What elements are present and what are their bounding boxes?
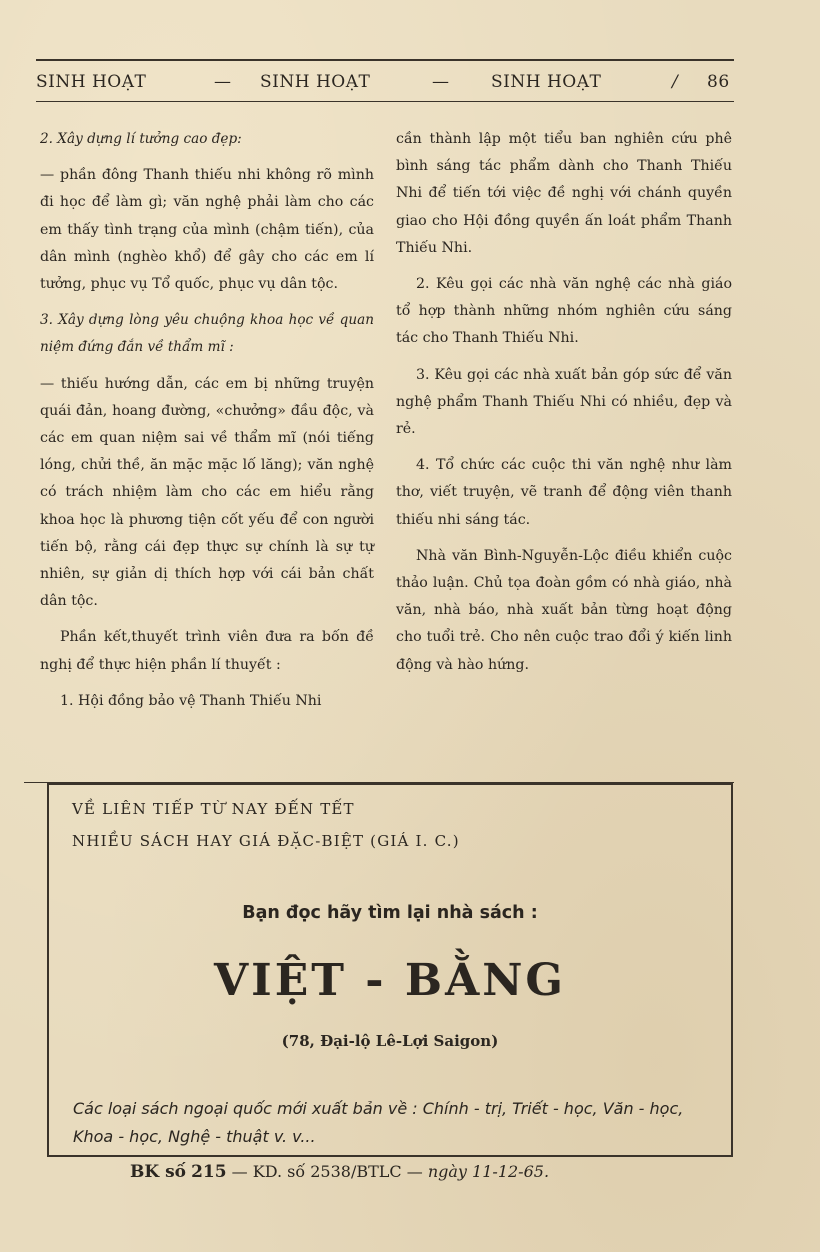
header-bottom-rule	[36, 101, 734, 102]
footer-bk-label: BK số	[130, 1162, 186, 1182]
left-column	[40, 126, 374, 724]
ad-address: (78, Đại-lộ Lê-Lợi Saigon)	[281, 1032, 499, 1050]
header-title-middle: SINH HOẠT	[260, 72, 371, 92]
section-heading-3: 3. Xây dựng lòng yêu chuộng khoa học về quan niệm đứng đắn về thẩm mĩ :	[40, 312, 374, 356]
paragraph: Phần kết,thuyết trình viên đưa ra bốn đề nghị để thực hiện phần lí thuyết :	[40, 629, 374, 673]
footer-kd-number: số 2538/BTLC	[287, 1162, 402, 1181]
header-slash: /	[672, 72, 679, 92]
header-dash-2: —	[432, 72, 450, 92]
header-top-rule	[36, 59, 734, 61]
ad-brand-name: VIỆT - BẰNG	[213, 955, 567, 1006]
footer-sep-2: —	[406, 1162, 423, 1181]
paragraph: cần thành lập một tiểu ban nghiên cứu phê bình sáng tác phẩm dành cho Thanh Thiếu Nhi để tiến tới việc đề nghị với chánh quyền giao cho Hội đồng quyền ấn loát phẩm Thanh Thiếu Nhi.	[396, 131, 732, 256]
header-dash-1: —	[214, 72, 232, 92]
ad-lead: Bạn đọc hãy tìm lại nhà sách :	[242, 903, 538, 923]
proposal-item-1: 1. Hội đồng bảo vệ Thanh Thiếu Nhi	[60, 692, 322, 709]
footer-kd-label: KD.	[252, 1162, 283, 1181]
ad-line-1: VỀ LIÊN TIẾP TỪ NAY ĐẾN TẾT	[72, 800, 355, 818]
publication-footer	[130, 1162, 730, 1182]
header-title-left: SINH HOẠT	[36, 72, 147, 92]
running-header	[36, 66, 734, 96]
page-number: 86	[707, 72, 730, 92]
ad-categories: Các loại sách ngoại quốc mới xuất bản về : Chính - trị, Triết - học, Văn - học, Khoa - học, Nghệ - thuật v. v...	[73, 1099, 684, 1146]
footer-bk-number: 215	[191, 1162, 227, 1182]
paragraph: — thiếu hướng dẫn, các em bị những truyện quái đản, hoang đường, «chưởng» đầu độc, và các em quan niệm sai về thẩm mĩ (nói tiếng lóng, chửi thề, ăn mặc mặc lố lăng); văn nghệ có trách nhiệm làm cho các em hiểu rằng khoa học là phương tiện cốt yếu để con người tiến bộ, rằng cái đẹp thực sự chính là sự tự nhiên, sự giản dị thích hợp với cái bản chất dân tộc.	[40, 375, 374, 610]
right-column	[396, 126, 732, 688]
proposal-item-4: 4. Tổ chức các cuộc thi văn nghệ như làm thơ, viết truyện, vẽ tranh để động viên thanh thiếu nhi sáng tác.	[396, 457, 732, 528]
section-heading-2: 2. Xây dựng lí tưởng cao đẹp:	[40, 131, 242, 147]
footer-sep-1: —	[231, 1162, 248, 1181]
paragraph: — phần đông Thanh thiếu nhi không rõ mình đi học để làm gì; văn nghệ phải làm cho các em thấy tình trạng của mình (chậm tiến), của dân mình (nghèo khổ) để gây cho các em lí tưởng, phục vụ Tổ quốc, phục vụ dân tộc.	[40, 167, 374, 293]
paragraph: Nhà văn Bình-Nguyễn-Lộc điều khiển cuộc thảo luận. Chủ tọa đoàn gồm có nhà giáo, nhà văn, nhà báo, nhà xuất bản từng hoạt động cho tuổi trẻ. Cho nên cuộc trao đổi ý kiến linh động và hào hứng.	[396, 547, 732, 673]
bookstore-advertisement	[47, 783, 733, 1157]
ad-line-2: NHIỀU SÁCH HAY GIÁ ĐẶC-BIỆT (GIÁ I. C.)	[72, 832, 460, 850]
proposal-item-3: 3. Kêu gọi các nhà xuất bản góp sức để văn nghệ phẩm Thanh Thiếu Nhi có nhiều, đẹp và rẻ.	[396, 366, 732, 438]
header-title-right: SINH HOẠT	[491, 72, 602, 92]
proposal-item-2: 2. Kêu gọi các nhà văn nghệ các nhà giáo tổ hợp thành những nhóm nghiên cứu sáng tác cho Thanh Thiếu Nhi.	[396, 276, 732, 347]
footer-date: ngày 11-12-65.	[427, 1162, 550, 1181]
